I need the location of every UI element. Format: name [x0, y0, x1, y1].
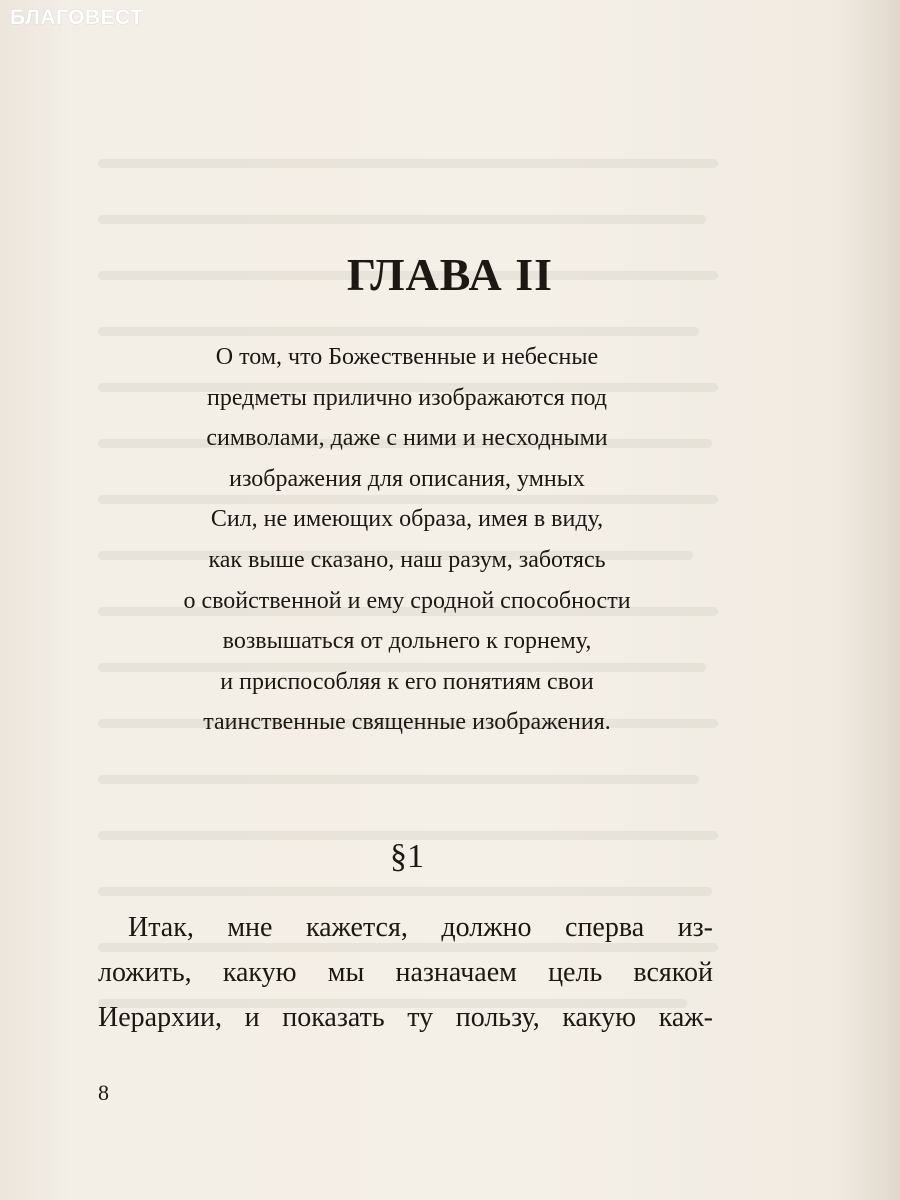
word: каж-	[658, 1002, 713, 1033]
subtitle-line: о свойственной и ему сродной способности	[183, 587, 631, 614]
subtitle-line: символами, даже с ними и несходными	[206, 425, 608, 452]
word: пользу,	[455, 1002, 540, 1033]
subtitle-line: таинственные священные изображения.	[203, 709, 611, 736]
word: кажется,	[305, 912, 408, 943]
word: назначаем	[395, 957, 517, 988]
subtitle-line: как выше сказано, наш разум, заботясь	[208, 546, 606, 573]
word: и	[244, 1002, 260, 1033]
word: всякой	[633, 957, 713, 988]
word: должно	[441, 912, 532, 943]
word: какую	[562, 1002, 637, 1033]
chapter-subtitle	[100, 337, 714, 743]
watermark: БЛАГОВЕСТ	[10, 6, 144, 29]
subtitle-line: предметы прилично изображаются под	[207, 384, 607, 411]
word: мне	[227, 912, 273, 943]
word: показать	[282, 1002, 385, 1033]
word: из-	[677, 912, 713, 943]
body-line	[98, 950, 713, 995]
word: Иерархии,	[98, 1002, 223, 1033]
word: сперва	[565, 912, 645, 943]
page-number: 8	[98, 1080, 109, 1105]
subtitle-line: и приспособляя к его понятиям свои	[220, 668, 594, 695]
subtitle-line: О том, что Божественные и небесные	[215, 344, 599, 370]
subtitle-line: возвышаться от дольнего к горнему,	[222, 628, 592, 655]
word: ложить,	[98, 957, 192, 988]
subtitle-line: Сил, не имеющих образа, имея в виду,	[210, 506, 604, 533]
page-edge-shadow	[840, 0, 900, 1200]
word: мы	[327, 957, 365, 988]
word: Итак,	[128, 912, 194, 943]
word: цель	[548, 957, 603, 988]
chapter-title: ГЛАВА II	[346, 249, 554, 300]
body-line	[98, 995, 713, 1040]
word: какую	[222, 957, 297, 988]
body-line	[98, 905, 713, 950]
section-mark: §1	[390, 838, 424, 875]
subtitle-line: изображения для описания, умных	[229, 465, 585, 492]
body-paragraph	[98, 905, 713, 1040]
word: ту	[407, 1002, 434, 1033]
